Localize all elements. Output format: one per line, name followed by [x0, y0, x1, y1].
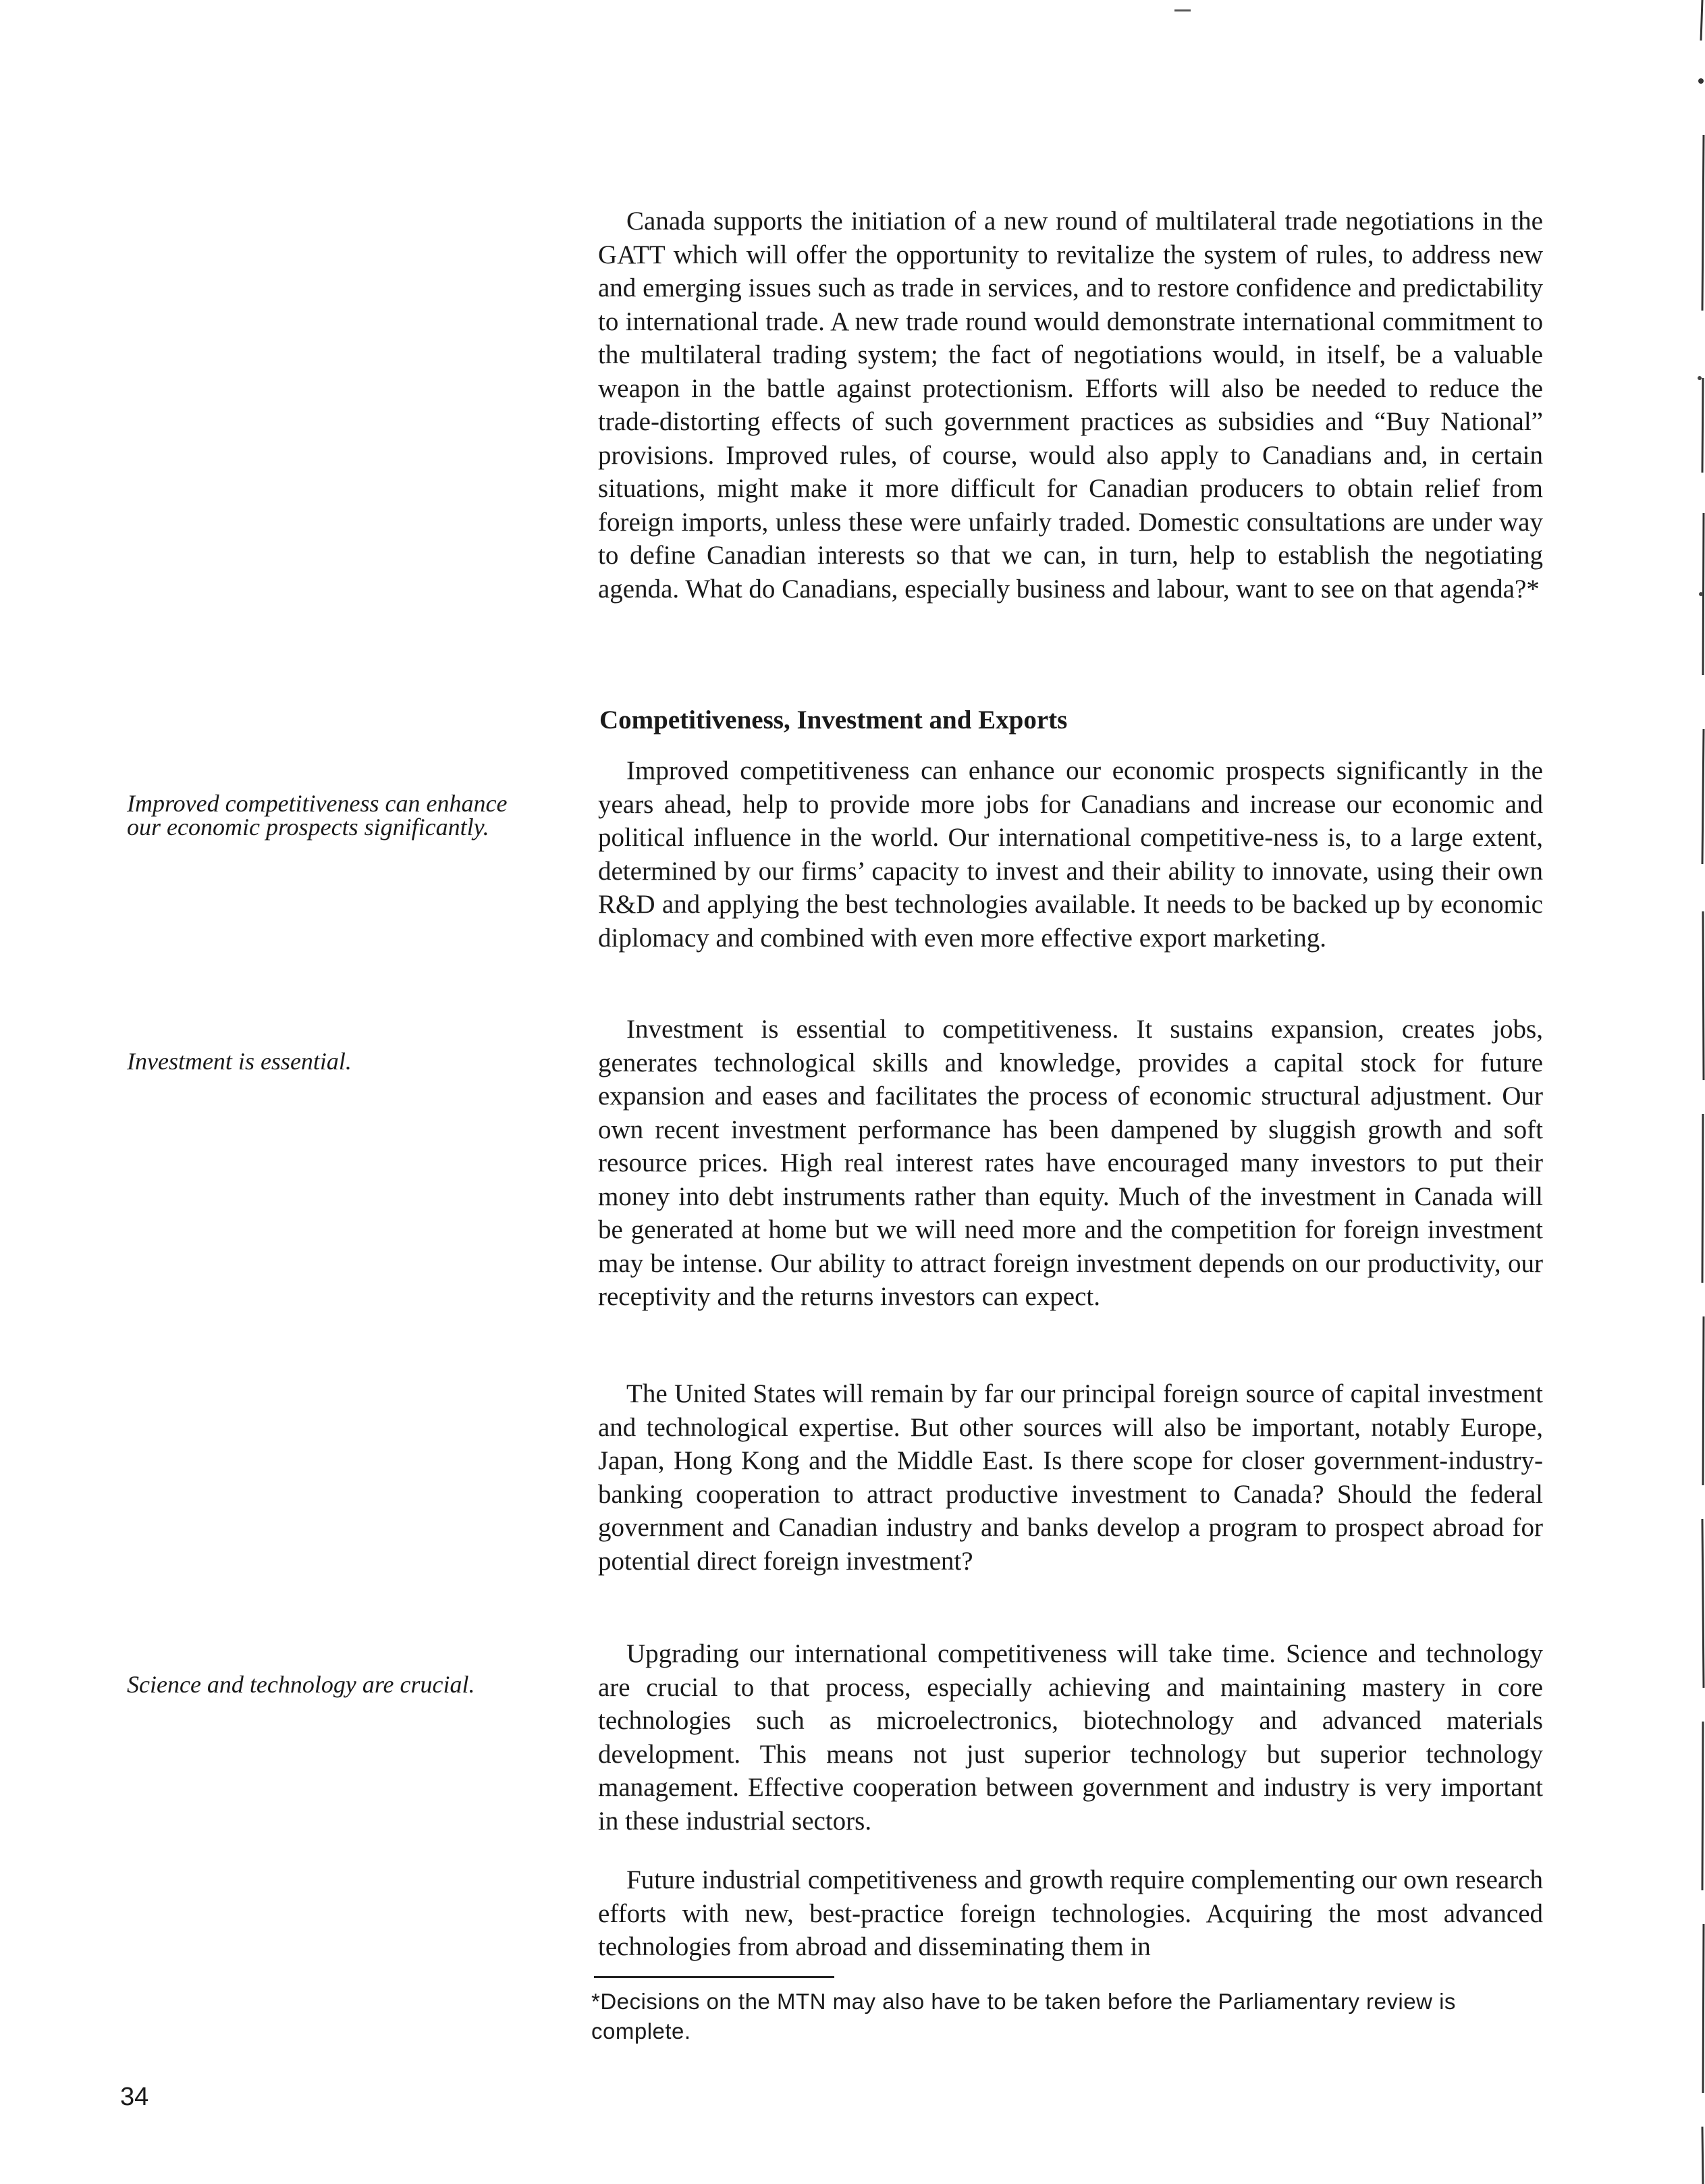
page-edge-shadow [1687, 0, 1705, 2184]
body-paragraph-3 [598, 1013, 1543, 1314]
page-number: 34 [120, 2083, 149, 2111]
paragraph-text: Upgrading our international competitiveness will take time. Science and technology are crucial to that process, especially achieving and maintaining mastery in core technologies such as microelectronics, biotechnology and advanced materials development. This means not just superior technology but superior technology management. Effective cooperation between government and industry is very important in these industrial sectors. [598, 1639, 1543, 1836]
section-heading: Competitiveness, Investment and Exports [599, 705, 1068, 735]
body-paragraph-1 [598, 205, 1543, 606]
body-paragraph-4 [598, 1377, 1543, 1578]
paragraph-text: Future industrial competitiveness and growth require complementing our own research efforts with new, best-practice foreign technologies. Acquiring the most advanced technologies from abroad and disseminating them in [598, 1865, 1543, 1961]
paragraph-text: Canada supports the initiation of a new round of multilateral trade negotiations in the GATT which will offer the opportunity to revitalize the system of rules, to address new and emerging issues such as trade in services, and to restore confidence and predictability to international trade. A new trade round would demonstrate international commitment to the multilateral trading system; the fact of negotiations would, in itself, be a valuable weapon in the battle against protectionism. Efforts will also be needed to reduce the trade-distorting effects of such government practices as subsidies and “Buy National” provisions. Improved rules, of course, would also apply to Canadians and, in certain situations, might make it more difficult for Canadian producers to obtain relief from foreign imports, unless these were unfairly traded. Domestic consultations are under way to define Canadian interests so that we can, in turn, help to establish the negotiating agenda. What do Canadians, especially business and labour, want to see on that agenda?* [598, 207, 1543, 604]
body-paragraph-5 [598, 1637, 1543, 1838]
body-paragraph-6 [598, 1863, 1543, 1964]
footnote: *Decisions on the MTN may also have to be taken before the Parliamentary review is complete. [591, 1989, 1456, 2044]
margin-note-investment: Investment is essential. [127, 1048, 352, 1075]
margin-note-science: Science and technology are crucial. [127, 1671, 475, 1698]
paragraph-text: The United States will remain by far our principal foreign source of capital investment and technological expertise. But other sources will also be important, notably Europe, Japan, Hong Kong and the Middle East. Is there scope for closer government-industry-banking cooperation to attract productive investment to Canada? Should the federal government and Canadian industry and banks develop a program to prospect abroad for potential direct foreign investment? [598, 1379, 1543, 1576]
footnote-divider [594, 1976, 834, 1978]
paragraph-text: Investment is essential to competitiveness. It sustains expansion, creates jobs, generates technological skills and knowledge, provides a capital stock for future expansion and eases and facilitates the process of economic structural adjustment. Our own recent investment performance has been dampened by sluggish growth and soft resource prices. High real interest rates have encouraged many investors to put their money into debt instruments rather than equity. Much of the investment in Canada will be generated at home but we will need more and the competition for foreign investment may be intense. Our ability to attract foreign investment depends on our productivity, our receptivity and the returns investors can expect. [598, 1015, 1543, 1311]
body-paragraph-2 [598, 754, 1543, 955]
margin-note-competitiveness: Improved competitiveness can enhance our economic prospects significantly. [127, 790, 508, 841]
scan-mark [1174, 9, 1191, 11]
paragraph-text: Improved competitiveness can enhance our economic prospects significantly in the years ahead, help to provide more jobs for Canadians and increase our economic and political influence in the world. Our international competitive-ness is, to a large extent, determined by our firms’ capacity to invest and their ability to innovate, using their own R&D and applying the best technologies available. It needs to be backed up by economic diplomacy and combined with even more effective export marketing. [598, 756, 1543, 953]
